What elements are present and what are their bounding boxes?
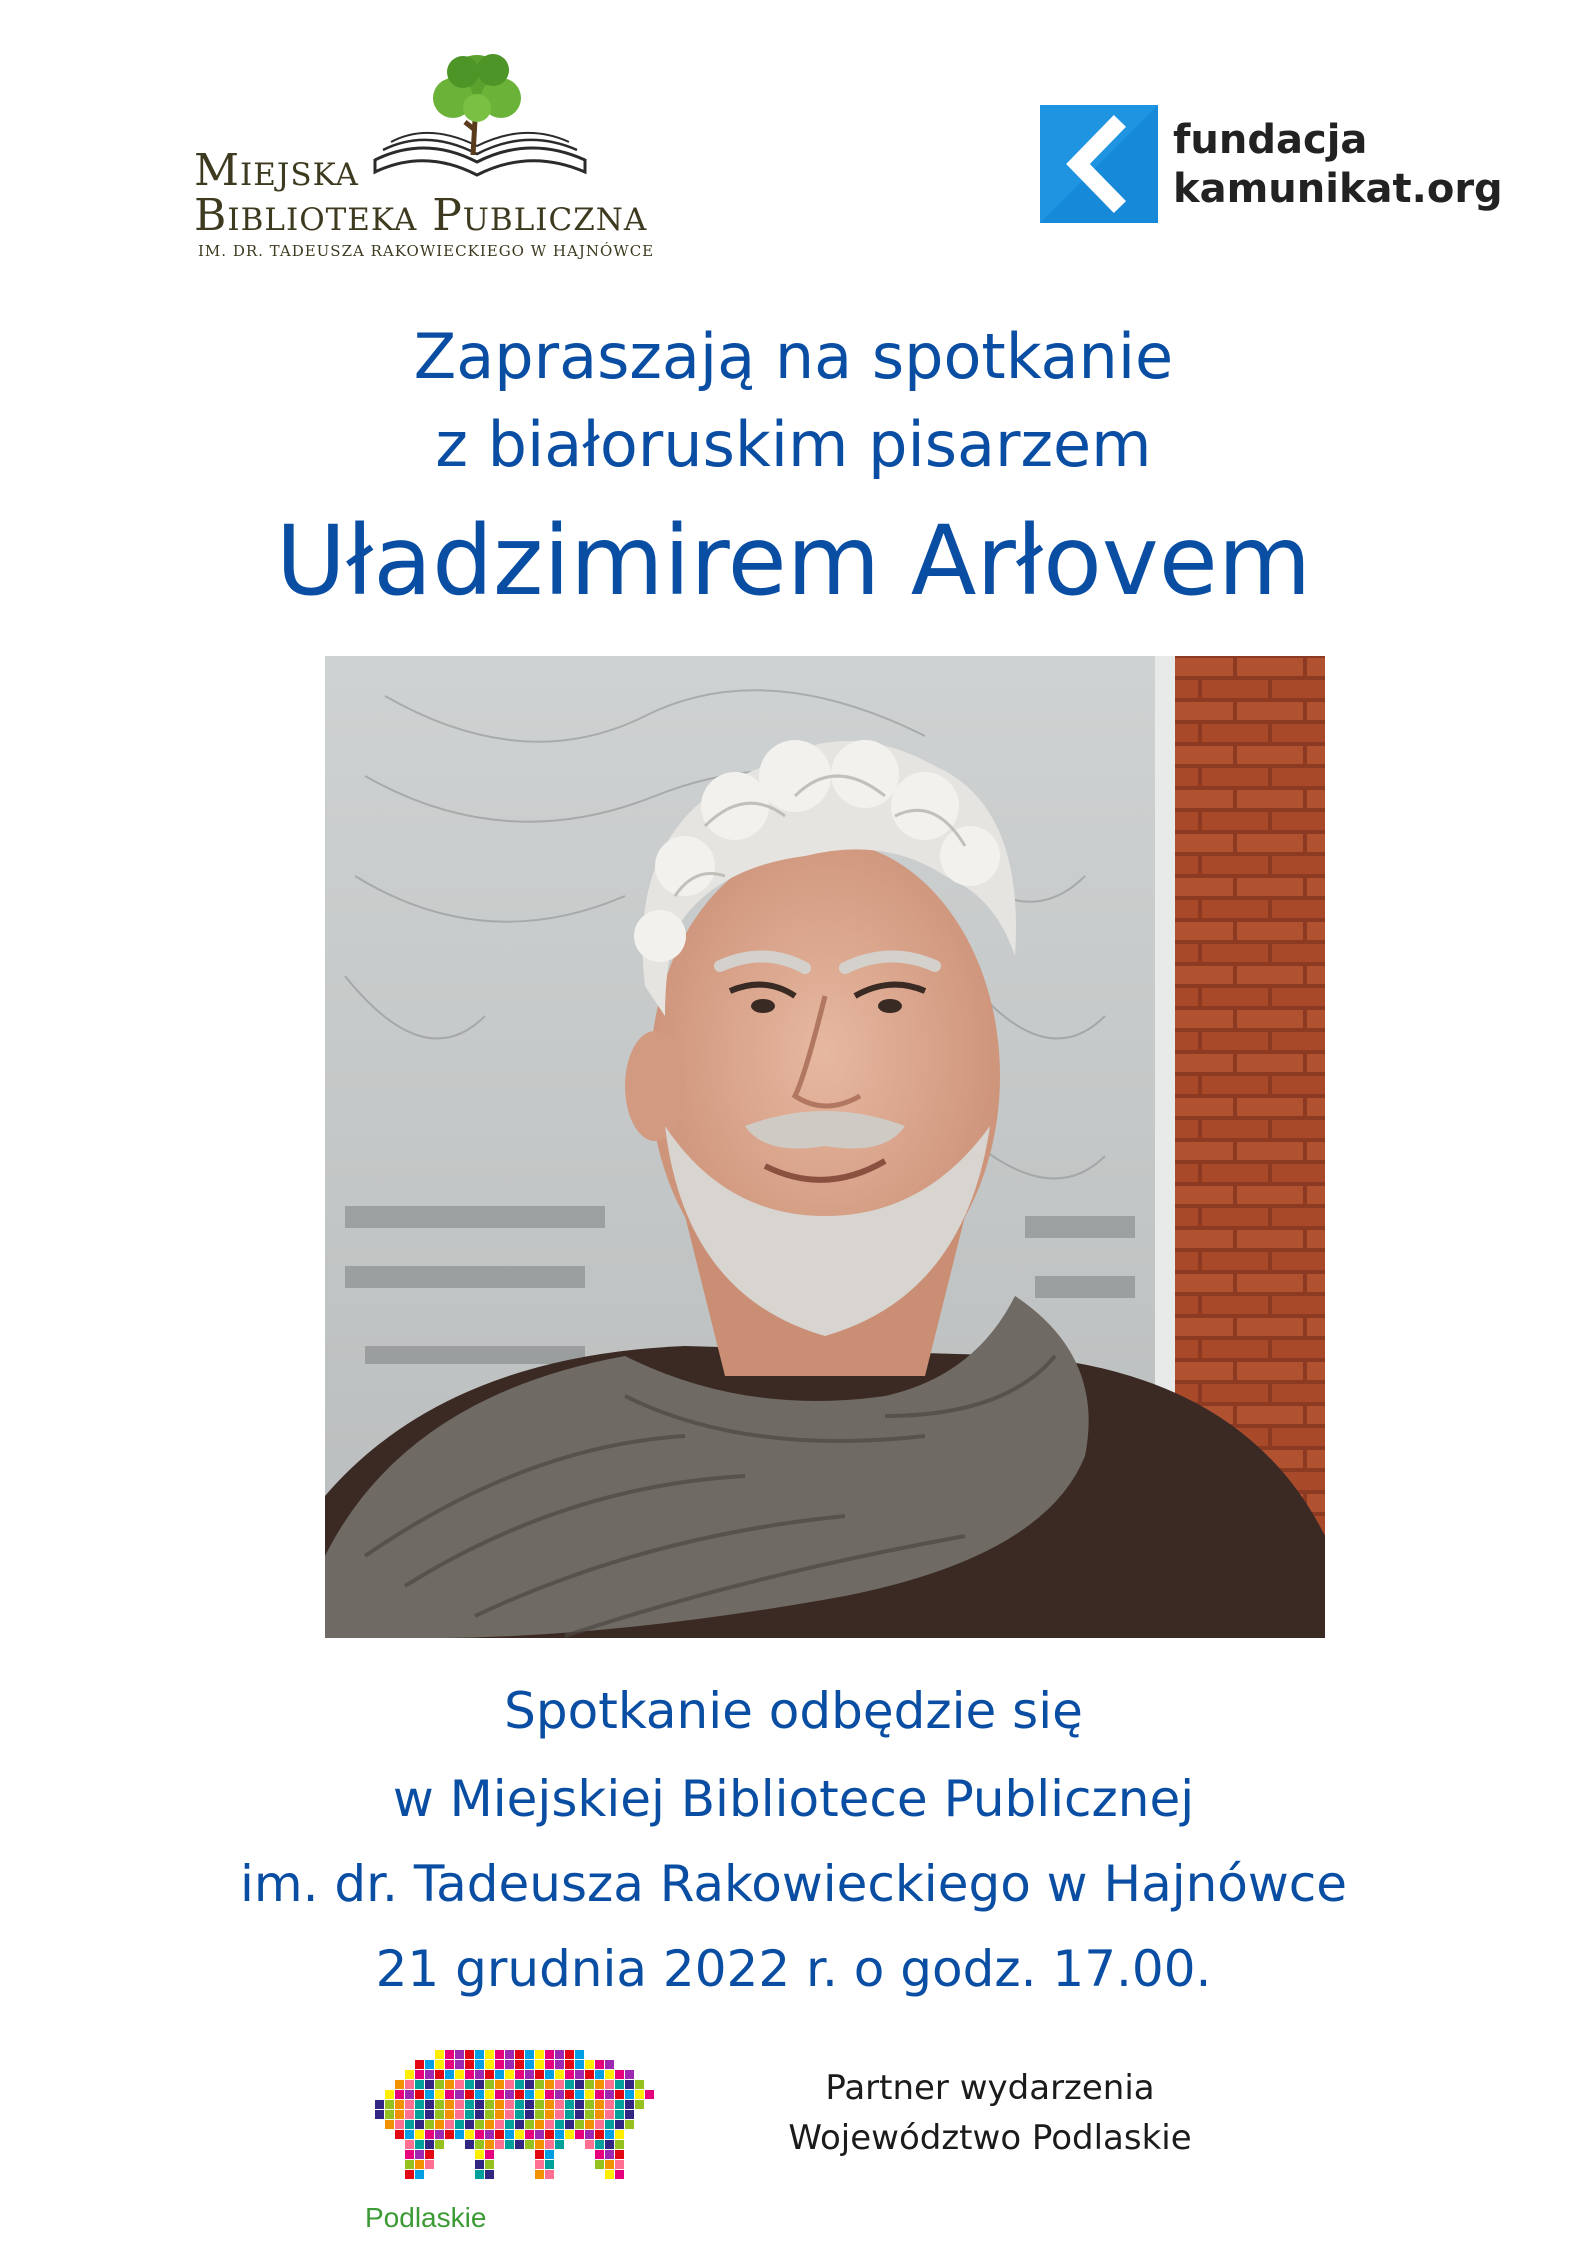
mosaic-pixel xyxy=(495,2120,504,2129)
mosaic-pixel xyxy=(625,2110,634,2119)
invitation-line1: Zapraszają na spotkanie xyxy=(413,320,1174,393)
mosaic-pixel xyxy=(425,2080,434,2089)
mosaic-pixel xyxy=(425,2140,434,2149)
mosaic-pixel xyxy=(445,2060,454,2069)
mosaic-pixel xyxy=(545,2140,554,2149)
mosaic-pixel xyxy=(485,2100,494,2109)
mosaic-pixel xyxy=(545,2100,554,2109)
mosaic-pixel xyxy=(605,2150,614,2159)
mosaic-pixel xyxy=(535,2090,544,2099)
mosaic-pixel xyxy=(455,2120,464,2129)
mosaic-pixel xyxy=(485,2090,494,2099)
mosaic-pixel xyxy=(425,2160,434,2169)
mosaic-pixel xyxy=(615,2160,624,2169)
mosaic-pixel xyxy=(475,2120,484,2129)
mosaic-pixel xyxy=(465,2060,474,2069)
mosaic-pixel xyxy=(545,2070,554,2079)
mosaic-pixel xyxy=(455,2080,464,2089)
mosaic-pixel xyxy=(575,2070,584,2079)
mosaic-pixel xyxy=(435,2070,444,2079)
mosaic-pixel xyxy=(585,2110,594,2119)
mosaic-pixel xyxy=(405,2130,414,2139)
mosaic-pixel xyxy=(625,2080,634,2089)
library-name-line3: IM. DR. TADEUSZA RAKOWIECKIEGO W HAJNÓWCE xyxy=(198,242,655,260)
mosaic-pixel xyxy=(565,2050,574,2059)
mosaic-pixel xyxy=(575,2090,584,2099)
mosaic-pixel xyxy=(495,2050,504,2059)
mosaic-pixel xyxy=(415,2160,424,2169)
mosaic-pixel xyxy=(595,2100,604,2109)
mosaic-pixel xyxy=(595,2160,604,2169)
mosaic-pixel xyxy=(425,2120,434,2129)
mosaic-pixel xyxy=(555,2120,564,2129)
mosaic-pixel xyxy=(475,2150,484,2159)
tree-book-icon xyxy=(365,50,595,185)
mosaic-pixel xyxy=(535,2110,544,2119)
mosaic-pixel xyxy=(605,2140,614,2149)
details-line1: Spotkanie odbędzie się xyxy=(504,1682,1083,1740)
mosaic-pixel xyxy=(525,2090,534,2099)
mosaic-pixel xyxy=(455,2100,464,2109)
mosaic-pixel xyxy=(515,2140,524,2149)
mosaic-pixel xyxy=(615,2120,624,2129)
kamunikat-logo xyxy=(1040,105,1520,225)
mosaic-pixel xyxy=(565,2120,574,2129)
mosaic-pixel xyxy=(635,2090,644,2099)
mosaic-pixel xyxy=(545,2150,554,2159)
mosaic-pixel xyxy=(415,2150,424,2159)
mosaic-pixel xyxy=(535,2120,544,2129)
mosaic-pixel xyxy=(535,2130,544,2139)
mosaic-pixel xyxy=(545,2050,554,2059)
mosaic-pixel xyxy=(495,2060,504,2069)
mosaic-pixel xyxy=(425,2150,434,2159)
mosaic-pixel xyxy=(595,2080,604,2089)
mosaic-pixel xyxy=(485,2140,494,2149)
mosaic-pixel xyxy=(505,2070,514,2079)
mosaic-pixel xyxy=(475,2080,484,2089)
mosaic-pixel xyxy=(445,2110,454,2119)
mosaic-pixel xyxy=(575,2110,584,2119)
details-line2: w Miejskiej Bibliotece Publicznej xyxy=(392,1770,1195,1828)
mosaic-pixel xyxy=(535,2070,544,2079)
mosaic-pixel xyxy=(555,2110,564,2119)
mosaic-pixel xyxy=(515,2070,524,2079)
mosaic-pixel xyxy=(475,2100,484,2109)
mosaic-pixel xyxy=(435,2090,444,2099)
mosaic-pixel xyxy=(635,2100,644,2109)
mosaic-pixel xyxy=(515,2090,524,2099)
mosaic-pixel xyxy=(505,2050,514,2059)
mosaic-pixel xyxy=(595,2130,604,2139)
mosaic-pixel xyxy=(585,2060,594,2069)
mosaic-pixel xyxy=(525,2120,534,2129)
mosaic-pixel xyxy=(475,2060,484,2069)
mosaic-pixel xyxy=(555,2080,564,2089)
mosaic-pixel xyxy=(575,2130,584,2139)
mosaic-pixel xyxy=(415,2060,424,2069)
mosaic-pixel xyxy=(545,2080,554,2089)
mosaic-pixel xyxy=(525,2110,534,2119)
mosaic-pixel xyxy=(555,2050,564,2059)
mosaic-pixel xyxy=(535,2160,544,2169)
mosaic-pixel xyxy=(605,2120,614,2129)
mosaic-pixel xyxy=(435,2130,444,2139)
mosaic-pixel xyxy=(375,2110,384,2119)
mosaic-pixel xyxy=(475,2170,484,2179)
mosaic-pixel xyxy=(635,2080,644,2089)
mosaic-pixel xyxy=(395,2130,404,2139)
mosaic-pixel xyxy=(405,2070,414,2079)
mosaic-pixel xyxy=(465,2110,474,2119)
mosaic-pixel xyxy=(585,2140,594,2149)
mosaic-pixel xyxy=(415,2120,424,2129)
mosaic-pixel xyxy=(565,2080,574,2089)
mosaic-pixel xyxy=(595,2090,604,2099)
mosaic-pixel xyxy=(555,2070,564,2079)
mosaic-pixel xyxy=(515,2060,524,2069)
mosaic-pixel xyxy=(585,2120,594,2129)
mosaic-pixel xyxy=(535,2080,544,2089)
mosaic-pixel xyxy=(385,2120,394,2129)
mosaic-pixel xyxy=(575,2080,584,2089)
mosaic-pixel xyxy=(475,2140,484,2149)
mosaic-pixel xyxy=(525,2080,534,2089)
mosaic-pixel xyxy=(595,2060,604,2069)
mosaic-pixel xyxy=(605,2110,614,2119)
mosaic-pixel xyxy=(445,2120,454,2129)
mosaic-pixel xyxy=(445,2130,454,2139)
mosaic-pixel xyxy=(605,2090,614,2099)
mosaic-pixel xyxy=(395,2120,404,2129)
mosaic-pixel xyxy=(445,2070,454,2079)
mosaic-pixel xyxy=(565,2110,574,2119)
mosaic-pixel xyxy=(565,2130,574,2139)
mosaic-pixel xyxy=(545,2130,554,2139)
library-logo xyxy=(190,50,655,265)
mosaic-pixel xyxy=(485,2110,494,2119)
mosaic-pixel xyxy=(565,2070,574,2079)
mosaic-pixel xyxy=(555,2090,564,2099)
mosaic-pixel xyxy=(545,2110,554,2119)
mosaic-pixel xyxy=(405,2100,414,2109)
mosaic-pixel xyxy=(585,2100,594,2109)
mosaic-pixel xyxy=(585,2080,594,2089)
mosaic-pixel xyxy=(455,2110,464,2119)
mosaic-pixel xyxy=(475,2160,484,2169)
mosaic-pixel xyxy=(495,2110,504,2119)
mosaic-pixel xyxy=(495,2140,504,2149)
mosaic-pixel xyxy=(515,2080,524,2089)
mosaic-pixel xyxy=(545,2090,554,2099)
mosaic-pixel xyxy=(485,2080,494,2089)
mosaic-pixel xyxy=(415,2130,424,2139)
mosaic-pixel xyxy=(615,2130,624,2139)
mosaic-pixel xyxy=(625,2120,634,2129)
library-name-line2: Biblioteka Publiczna xyxy=(194,190,648,241)
mosaic-pixel xyxy=(525,2060,534,2069)
mosaic-pixel xyxy=(405,2090,414,2099)
mosaic-pixel xyxy=(465,2070,474,2079)
mosaic-pixel xyxy=(465,2130,474,2139)
mosaic-pixel xyxy=(435,2050,444,2059)
mosaic-pixel xyxy=(555,2130,564,2139)
mosaic-pixel xyxy=(535,2100,544,2109)
mosaic-pixel xyxy=(585,2090,594,2099)
mosaic-pixel xyxy=(645,2090,654,2099)
mosaic-pixel xyxy=(605,2070,614,2079)
mosaic-pixel xyxy=(625,2090,634,2099)
mosaic-pixel xyxy=(605,2060,614,2069)
mosaic-pixel xyxy=(605,2170,614,2179)
mosaic-pixel xyxy=(515,2100,524,2109)
mosaic-pixel xyxy=(455,2050,464,2059)
mosaic-pixel xyxy=(515,2110,524,2119)
mosaic-pixel xyxy=(475,2110,484,2119)
mosaic-pixel xyxy=(435,2080,444,2089)
partner-heading: Partner wydarzenia xyxy=(825,2068,1155,2108)
library-name-line1: Miejska xyxy=(194,145,359,196)
mosaic-pixel xyxy=(595,2120,604,2129)
mosaic-pixel xyxy=(415,2110,424,2119)
mosaic-pixel xyxy=(475,2130,484,2139)
portrait-icon xyxy=(325,656,1325,1638)
mosaic-pixel xyxy=(425,2110,434,2119)
mosaic-pixel xyxy=(625,2070,634,2079)
mosaic-pixel xyxy=(485,2050,494,2059)
mosaic-pixel xyxy=(465,2080,474,2089)
mosaic-pixel xyxy=(445,2050,454,2059)
mosaic-pixel xyxy=(445,2100,454,2109)
mosaic-pixel xyxy=(585,2070,594,2079)
mosaic-pixel xyxy=(535,2170,544,2179)
mosaic-pixel xyxy=(435,2100,444,2109)
mosaic-pixel xyxy=(435,2110,444,2119)
mosaic-pixel xyxy=(495,2100,504,2109)
mosaic-pixel xyxy=(395,2090,404,2099)
mosaic-pixel xyxy=(395,2080,404,2089)
mosaic-pixel xyxy=(495,2080,504,2089)
mosaic-pixel xyxy=(535,2140,544,2149)
mosaic-pixel xyxy=(525,2130,534,2139)
mosaic-pixel xyxy=(525,2100,534,2109)
mosaic-pixel xyxy=(615,2090,624,2099)
mosaic-pixel xyxy=(545,2160,554,2169)
mosaic-pixel xyxy=(475,2090,484,2099)
mosaic-pixel xyxy=(465,2100,474,2109)
mosaic-pixel xyxy=(555,2060,564,2069)
foundation-name-line1: fundacja xyxy=(1173,117,1368,163)
mosaic-pixel xyxy=(445,2090,454,2099)
mosaic-pixel xyxy=(605,2100,614,2109)
partner-name: Województwo Podlaskie xyxy=(788,2118,1192,2158)
author-portrait-photo xyxy=(325,656,1325,1638)
mosaic-pixel xyxy=(565,2100,574,2109)
mosaic-pixel xyxy=(605,2130,614,2139)
mosaic-pixel xyxy=(615,2070,624,2079)
mosaic-pixel xyxy=(505,2090,514,2099)
mosaic-pixel xyxy=(605,2160,614,2169)
mosaic-pixel xyxy=(595,2150,604,2159)
mosaic-pixel xyxy=(505,2080,514,2089)
mosaic-pixel xyxy=(525,2070,534,2079)
mosaic-pixel xyxy=(425,2090,434,2099)
mosaic-pixel xyxy=(565,2060,574,2069)
mosaic-pixel xyxy=(395,2110,404,2119)
mosaic-pixel xyxy=(475,2050,484,2059)
mosaic-pixel xyxy=(595,2140,604,2149)
mosaic-pixel xyxy=(495,2090,504,2099)
mosaic-pixel xyxy=(425,2100,434,2109)
mosaic-pixel xyxy=(415,2100,424,2109)
mosaic-pixel xyxy=(525,2140,534,2149)
mosaic-pixel xyxy=(465,2050,474,2059)
mosaic-pixel xyxy=(505,2110,514,2119)
mosaic-pixel xyxy=(415,2070,424,2079)
mosaic-pixel xyxy=(515,2120,524,2129)
mosaic-pixel xyxy=(455,2060,464,2069)
mosaic-pixel xyxy=(575,2060,584,2069)
mosaic-pixel xyxy=(405,2170,414,2179)
mosaic-pixel xyxy=(615,2150,624,2159)
mosaic-pixel xyxy=(465,2090,474,2099)
author-name: Uładzimirem Arłovem xyxy=(275,505,1312,617)
mosaic-pixel xyxy=(545,2060,554,2069)
mosaic-pixel xyxy=(425,2060,434,2069)
mosaic-pixel xyxy=(475,2070,484,2079)
details-line3: im. dr. Tadeusza Rakowieckiego w Hajnówce xyxy=(239,1855,1348,1913)
mosaic-pixel xyxy=(565,2090,574,2099)
mosaic-pixel xyxy=(485,2130,494,2139)
mosaic-pixel xyxy=(385,2110,394,2119)
mosaic-pixel xyxy=(405,2110,414,2119)
mosaic-pixel xyxy=(415,2080,424,2089)
mosaic-pixel xyxy=(615,2100,624,2109)
mosaic-pixel xyxy=(615,2140,624,2149)
mosaic-pixel xyxy=(505,2120,514,2129)
mosaic-pixel xyxy=(525,2050,534,2059)
mosaic-pixel xyxy=(415,2170,424,2179)
mosaic-pixel xyxy=(535,2050,544,2059)
mosaic-pixel xyxy=(545,2120,554,2129)
mosaic-pixel xyxy=(505,2100,514,2109)
mosaic-pixel xyxy=(425,2070,434,2079)
mosaic-pixel xyxy=(455,2090,464,2099)
mosaic-pixel xyxy=(535,2060,544,2069)
mosaic-pixel xyxy=(605,2080,614,2089)
mosaic-pixel xyxy=(375,2100,384,2109)
mosaic-pixel xyxy=(485,2120,494,2129)
mosaic-pixel xyxy=(425,2130,434,2139)
mosaic-pixel xyxy=(405,2120,414,2129)
mosaic-pixel xyxy=(555,2100,564,2109)
foundation-name-line2: kamunikat.org xyxy=(1173,166,1503,212)
mosaic-pixel xyxy=(485,2060,494,2069)
mosaic-pixel xyxy=(625,2100,634,2109)
mosaic-pixel xyxy=(435,2060,444,2069)
podlaskie-label: Podlaskie xyxy=(365,2202,487,2233)
mosaic-pixel xyxy=(385,2100,394,2109)
mosaic-pixel xyxy=(595,2070,604,2079)
mosaic-pixel xyxy=(485,2170,494,2179)
mosaic-pixel xyxy=(435,2140,444,2149)
details-date-time: 21 grudnia 2022 r. o godz. 17.00. xyxy=(375,1940,1212,1998)
mosaic-pixel xyxy=(575,2100,584,2109)
mosaic-pixel xyxy=(485,2150,494,2159)
mosaic-pixel xyxy=(415,2140,424,2149)
mosaic-pixel xyxy=(405,2150,414,2159)
mosaic-pixel xyxy=(505,2130,514,2139)
mosaic-pixel xyxy=(445,2080,454,2089)
invitation-line2: z białoruskim pisarzem xyxy=(435,408,1152,481)
mosaic-pixel xyxy=(515,2130,524,2139)
mosaic-pixel xyxy=(415,2090,424,2099)
mosaic-pixel xyxy=(585,2130,594,2139)
mosaic-pixel xyxy=(575,2050,584,2059)
mosaic-pixel xyxy=(465,2120,474,2129)
chevron-left-icon xyxy=(1040,105,1158,223)
mosaic-pixel xyxy=(505,2060,514,2069)
mosaic-pixel xyxy=(405,2080,414,2089)
mosaic-pixel xyxy=(575,2120,584,2129)
mosaic-pixel xyxy=(385,2090,394,2099)
podlaskie-logo xyxy=(365,2050,675,2240)
mosaic-pixel xyxy=(485,2160,494,2169)
mosaic-pixel xyxy=(495,2130,504,2139)
mosaic-pixel xyxy=(495,2070,504,2079)
mosaic-pixel xyxy=(545,2170,554,2179)
mosaic-pixel xyxy=(555,2140,564,2149)
mosaic-pixel xyxy=(455,2070,464,2079)
mosaic-pixel xyxy=(485,2070,494,2079)
mosaic-pixel xyxy=(615,2170,624,2179)
mosaic-pixel xyxy=(465,2140,474,2149)
mosaic-pixel xyxy=(595,2110,604,2119)
mosaic-pixel xyxy=(505,2140,514,2149)
mosaic-pixel xyxy=(615,2080,624,2089)
mosaic-pixel xyxy=(405,2140,414,2149)
mosaic-pixel xyxy=(395,2100,404,2109)
mosaic-pixel xyxy=(435,2120,444,2129)
mosaic-pixel xyxy=(515,2050,524,2059)
mosaic-pixel xyxy=(455,2130,464,2139)
mosaic-pixel xyxy=(405,2160,414,2169)
mosaic-pixel xyxy=(615,2110,624,2119)
mosaic-pixel xyxy=(535,2150,544,2159)
